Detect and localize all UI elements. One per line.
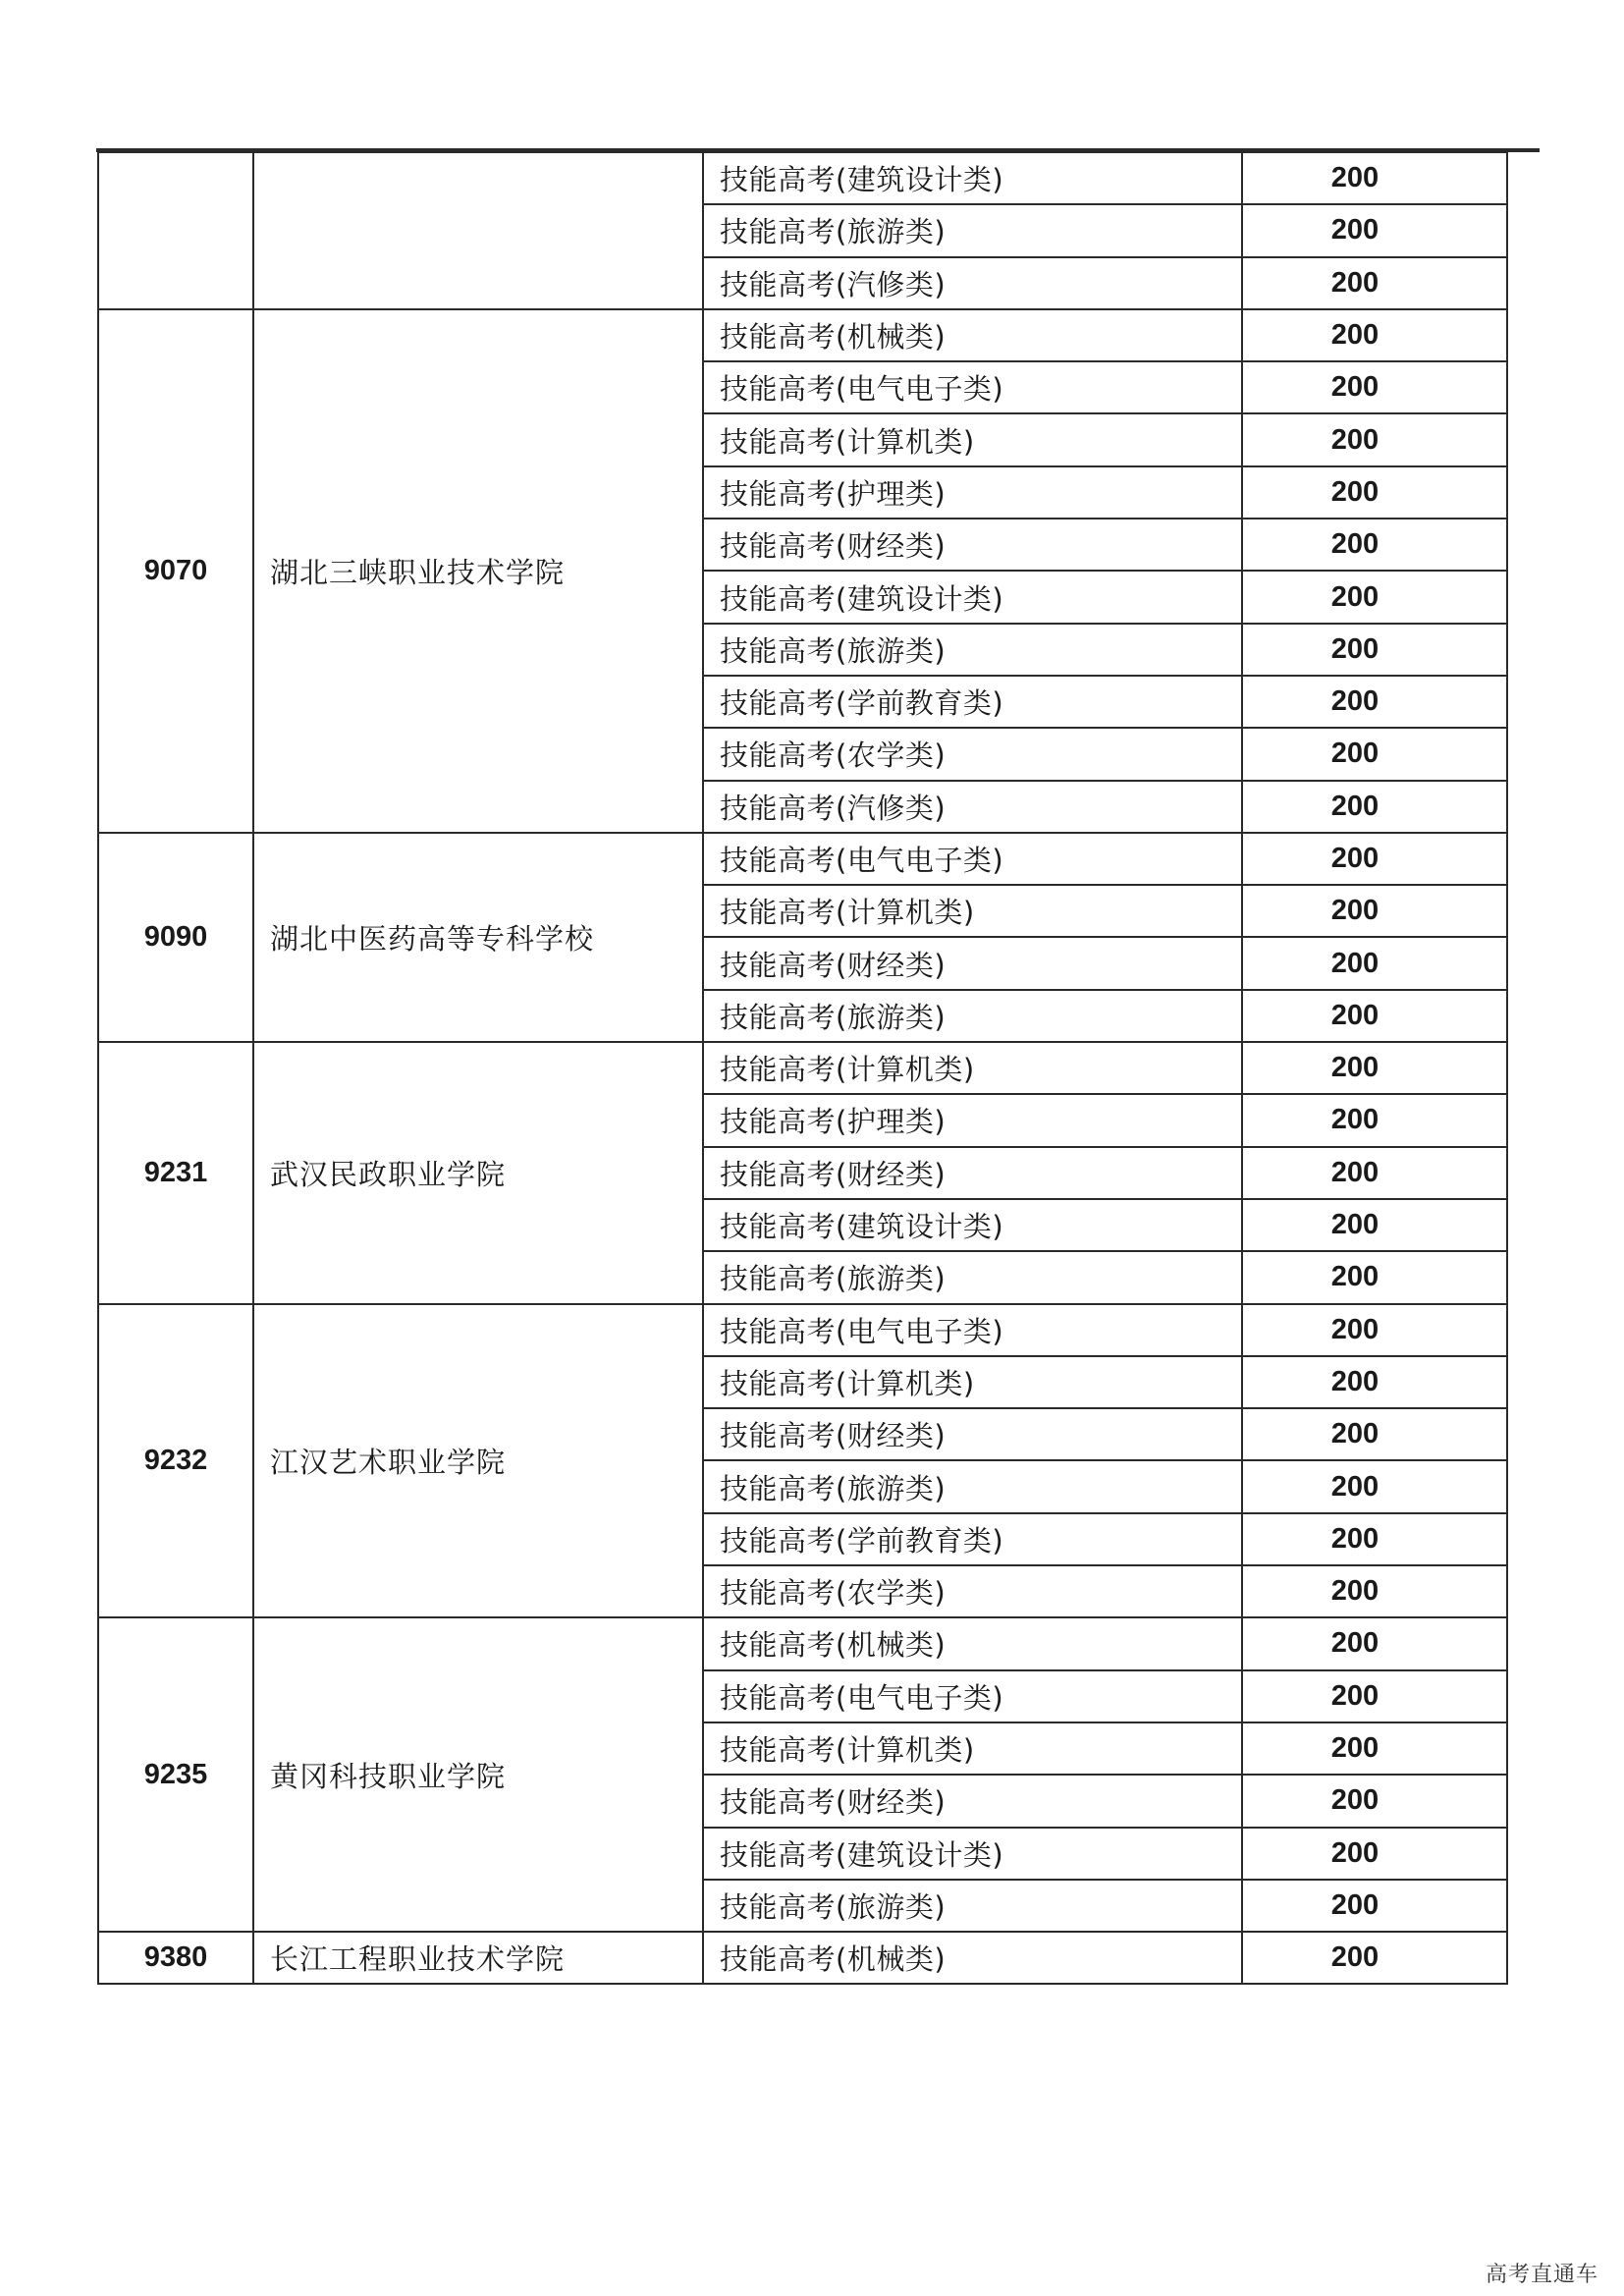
school-name-cell <box>253 152 703 309</box>
exam-category-cell: 技能高考(学前教育类) <box>703 676 1242 728</box>
score-cell: 200 <box>1242 1828 1507 1880</box>
exam-category-cell: 技能高考(建筑设计类) <box>703 152 1242 204</box>
trailing-cell <box>1507 1356 1524 1408</box>
score-cell: 200 <box>1242 1617 1507 1669</box>
table-row <box>98 309 1524 361</box>
admission-score-table <box>97 151 1524 1985</box>
exam-category-cell: 技能高考(电气电子类) <box>703 1670 1242 1722</box>
trailing-cell <box>1507 1670 1524 1722</box>
trailing-cell <box>1507 257 1524 309</box>
score-cell: 200 <box>1242 466 1507 519</box>
table-row <box>98 152 1524 204</box>
trailing-cell <box>1507 728 1524 780</box>
score-cell: 200 <box>1242 571 1507 623</box>
trailing-cell <box>1507 990 1524 1042</box>
exam-category-cell: 技能高考(旅游类) <box>703 204 1242 256</box>
score-cell: 200 <box>1242 361 1507 413</box>
score-cell: 200 <box>1242 1670 1507 1722</box>
trailing-cell <box>1507 624 1524 676</box>
exam-category-cell: 技能高考(旅游类) <box>703 990 1242 1042</box>
score-cell: 200 <box>1242 624 1507 676</box>
exam-category-cell: 技能高考(计算机类) <box>703 885 1242 937</box>
score-cell: 200 <box>1242 204 1507 256</box>
school-name-cell: 湖北三峡职业技术学院 <box>253 309 703 833</box>
score-cell: 200 <box>1242 1304 1507 1356</box>
trailing-cell <box>1507 1408 1524 1460</box>
exam-category-cell: 技能高考(财经类) <box>703 519 1242 571</box>
exam-category-cell: 技能高考(学前教育类) <box>703 1513 1242 1565</box>
score-cell: 200 <box>1242 1356 1507 1408</box>
exam-category-cell: 技能高考(财经类) <box>703 1147 1242 1199</box>
table-row <box>98 1617 1524 1669</box>
exam-category-cell: 技能高考(计算机类) <box>703 1356 1242 1408</box>
trailing-cell <box>1507 466 1524 519</box>
score-cell: 200 <box>1242 257 1507 309</box>
score-cell: 200 <box>1242 1722 1507 1775</box>
score-cell: 200 <box>1242 1408 1507 1460</box>
score-cell: 200 <box>1242 885 1507 937</box>
score-cell: 200 <box>1242 728 1507 780</box>
score-cell: 200 <box>1242 1094 1507 1146</box>
table-row <box>98 1042 1524 1094</box>
table-row <box>98 1304 1524 1356</box>
school-code-cell: 9231 <box>98 1042 253 1303</box>
school-name-cell: 湖北中医药高等专科学校 <box>253 833 703 1042</box>
exam-category-cell: 技能高考(旅游类) <box>703 1880 1242 1932</box>
trailing-cell <box>1507 1042 1524 1094</box>
score-cell: 200 <box>1242 833 1507 885</box>
exam-category-cell: 技能高考(护理类) <box>703 466 1242 519</box>
exam-category-cell: 技能高考(旅游类) <box>703 1460 1242 1512</box>
school-code-cell: 9070 <box>98 309 253 833</box>
score-cell: 200 <box>1242 937 1507 989</box>
school-code-cell: 9235 <box>98 1617 253 1932</box>
score-cell: 200 <box>1242 152 1507 204</box>
school-name-cell: 黄冈科技职业学院 <box>253 1617 703 1932</box>
trailing-cell <box>1507 1565 1524 1617</box>
score-cell: 200 <box>1242 990 1507 1042</box>
trailing-cell <box>1507 309 1524 361</box>
trailing-cell <box>1507 204 1524 256</box>
score-table-body <box>98 152 1524 1984</box>
table-row <box>98 1932 1524 1984</box>
trailing-cell <box>1507 1251 1524 1303</box>
exam-category-cell: 技能高考(农学类) <box>703 728 1242 780</box>
exam-category-cell: 技能高考(计算机类) <box>703 1722 1242 1775</box>
exam-category-cell: 技能高考(财经类) <box>703 1775 1242 1827</box>
exam-category-cell: 技能高考(汽修类) <box>703 781 1242 833</box>
exam-category-cell: 技能高考(财经类) <box>703 937 1242 989</box>
score-cell: 200 <box>1242 1199 1507 1251</box>
school-name-cell: 江汉艺术职业学院 <box>253 1304 703 1618</box>
score-cell: 200 <box>1242 1775 1507 1827</box>
trailing-cell <box>1507 152 1524 204</box>
score-cell: 200 <box>1242 1147 1507 1199</box>
score-cell: 200 <box>1242 1042 1507 1094</box>
trailing-cell <box>1507 1880 1524 1932</box>
exam-category-cell: 技能高考(电气电子类) <box>703 1304 1242 1356</box>
trailing-cell <box>1507 1932 1524 1984</box>
score-cell: 200 <box>1242 1513 1507 1565</box>
score-cell: 200 <box>1242 1932 1507 1984</box>
trailing-cell <box>1507 1147 1524 1199</box>
trailing-cell <box>1507 1304 1524 1356</box>
exam-category-cell: 技能高考(农学类) <box>703 1565 1242 1617</box>
score-cell: 200 <box>1242 1565 1507 1617</box>
trailing-cell <box>1507 937 1524 989</box>
exam-category-cell: 技能高考(护理类) <box>703 1094 1242 1146</box>
watermark: 高考直通车 <box>1485 2263 1598 2287</box>
trailing-cell <box>1507 519 1524 571</box>
trailing-cell <box>1507 1199 1524 1251</box>
exam-category-cell: 技能高考(电气电子类) <box>703 833 1242 885</box>
trailing-cell <box>1507 885 1524 937</box>
trailing-cell <box>1507 1722 1524 1775</box>
exam-category-cell: 技能高考(建筑设计类) <box>703 1828 1242 1880</box>
exam-category-cell: 技能高考(计算机类) <box>703 1042 1242 1094</box>
score-cell: 200 <box>1242 781 1507 833</box>
trailing-cell <box>1507 1094 1524 1146</box>
trailing-cell <box>1507 1617 1524 1669</box>
school-code-cell: 9090 <box>98 833 253 1042</box>
exam-category-cell: 技能高考(建筑设计类) <box>703 1199 1242 1251</box>
score-cell: 200 <box>1242 1880 1507 1932</box>
trailing-cell <box>1507 833 1524 885</box>
exam-category-cell: 技能高考(旅游类) <box>703 1251 1242 1303</box>
score-cell: 200 <box>1242 1251 1507 1303</box>
school-name-cell: 长江工程职业技术学院 <box>253 1932 703 1984</box>
school-code-cell: 9380 <box>98 1932 253 1984</box>
school-code-cell <box>98 152 253 309</box>
trailing-cell <box>1507 1775 1524 1827</box>
trailing-cell <box>1507 676 1524 728</box>
exam-category-cell: 技能高考(财经类) <box>703 1408 1242 1460</box>
score-cell: 200 <box>1242 676 1507 728</box>
school-code-cell: 9232 <box>98 1304 253 1618</box>
school-name-cell: 武汉民政职业学院 <box>253 1042 703 1303</box>
trailing-cell <box>1507 1513 1524 1565</box>
trailing-cell <box>1507 1828 1524 1880</box>
exam-category-cell: 技能高考(旅游类) <box>703 624 1242 676</box>
score-cell: 200 <box>1242 413 1507 465</box>
trailing-cell <box>1507 1460 1524 1512</box>
trailing-cell <box>1507 781 1524 833</box>
score-cell: 200 <box>1242 1460 1507 1512</box>
exam-category-cell: 技能高考(电气电子类) <box>703 361 1242 413</box>
trailing-cell <box>1507 361 1524 413</box>
trailing-cell <box>1507 413 1524 465</box>
table-row <box>98 833 1524 885</box>
exam-category-cell: 技能高考(机械类) <box>703 1932 1242 1984</box>
exam-category-cell: 技能高考(计算机类) <box>703 413 1242 465</box>
trailing-cell <box>1507 571 1524 623</box>
score-cell: 200 <box>1242 309 1507 361</box>
exam-category-cell: 技能高考(机械类) <box>703 1617 1242 1669</box>
score-cell: 200 <box>1242 519 1507 571</box>
exam-category-cell: 技能高考(建筑设计类) <box>703 571 1242 623</box>
exam-category-cell: 技能高考(机械类) <box>703 309 1242 361</box>
exam-category-cell: 技能高考(汽修类) <box>703 257 1242 309</box>
